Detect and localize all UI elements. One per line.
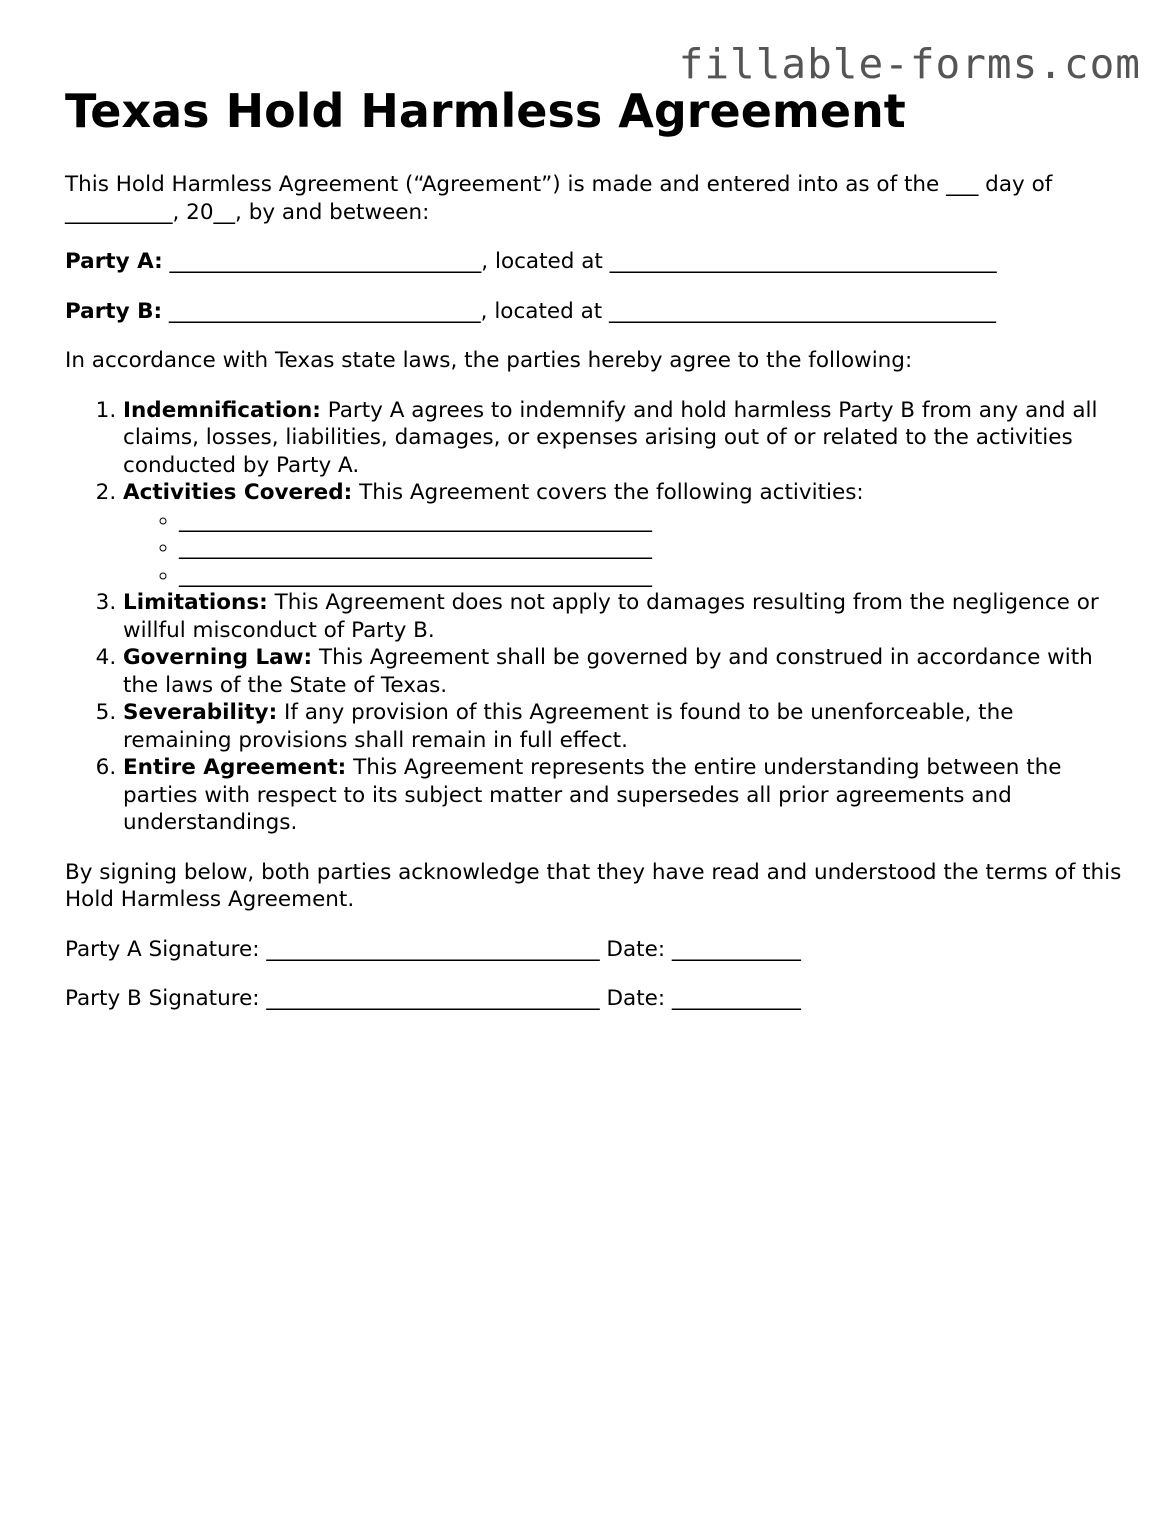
intro-paragraph: This Hold Harmless Agreement (“Agreement”) is made and entered into as of the ___ day of __________, 20__, by and between: bbox=[65, 172, 1053, 225]
party-b-line bbox=[65, 298, 1125, 326]
term-text: If any provision of this Agreement is found to be unenforceable, the remaining provisions shall remain in full effect. bbox=[123, 700, 1014, 753]
term-heading: Activities Covered: bbox=[123, 480, 353, 505]
activities-list bbox=[123, 507, 1125, 590]
term-limitations bbox=[123, 589, 1125, 644]
document-body bbox=[65, 83, 1125, 1013]
term-heading: Governing Law: bbox=[123, 645, 313, 670]
term-heading: Indemnification: bbox=[123, 397, 321, 423]
party-a-line bbox=[65, 248, 1125, 276]
term-heading: Entire Agreement: bbox=[123, 755, 347, 780]
term-activities-covered bbox=[123, 479, 1125, 589]
watermark: fillable-forms.com bbox=[678, 40, 1141, 88]
term-text: This Agreement covers the following activities: bbox=[352, 480, 864, 505]
term-heading: Limitations: bbox=[123, 590, 268, 615]
party-a-fields: _____________________________, located at ____________________________________ bbox=[162, 249, 997, 274]
accordance-paragraph: In accordance with Texas state laws, the parties hereby agree to the following: bbox=[65, 348, 913, 373]
party-b-signature-line: Party B Signature: _______________________________ Date: ____________ bbox=[65, 986, 801, 1011]
party-a-label: Party A: bbox=[65, 249, 163, 274]
page-title: Texas Hold Harmless Agreement bbox=[65, 84, 906, 138]
term-entire-agreement bbox=[123, 754, 1125, 837]
party-b-label: Party B: bbox=[65, 298, 163, 324]
activity-blank: ◦ ____________________________________________ bbox=[179, 534, 1125, 562]
term-indemnification bbox=[123, 397, 1125, 480]
activity-blank: ◦ ____________________________________________ bbox=[179, 507, 1125, 535]
term-text: This Agreement represents the entire understanding between the parties with respect to its subject matter and supersedes all prior agreements and understandings. bbox=[123, 755, 1062, 835]
term-severability bbox=[123, 699, 1125, 754]
party-a-signature-line: Party A Signature: _______________________________ Date: ____________ bbox=[65, 936, 801, 962]
acknowledgment-paragraph: By signing below, both parties acknowledge that they have read and understood the terms of this Hold Harmless Agreement. bbox=[65, 859, 1122, 912]
term-heading: Severability: bbox=[123, 700, 278, 725]
term-text: This Agreement shall be governed by and construed in accordance with the laws of the State of Texas. bbox=[123, 645, 1093, 698]
term-governing-law bbox=[123, 644, 1125, 699]
term-text: This Agreement does not apply to damages resulting from the negligence or willful misconduct of Party B. bbox=[123, 590, 1099, 643]
terms-list bbox=[65, 397, 1125, 837]
party-b-fields: _____________________________, located at ____________________________________ bbox=[162, 298, 997, 324]
activity-blank: ◦ ____________________________________________ bbox=[179, 562, 1125, 590]
term-text: Party A agrees to indemnify and hold harmless Party B from any and all claims, losses, liabilities, damages, or expenses arising out of or related to the activities conducted by Party A. bbox=[123, 397, 1098, 478]
